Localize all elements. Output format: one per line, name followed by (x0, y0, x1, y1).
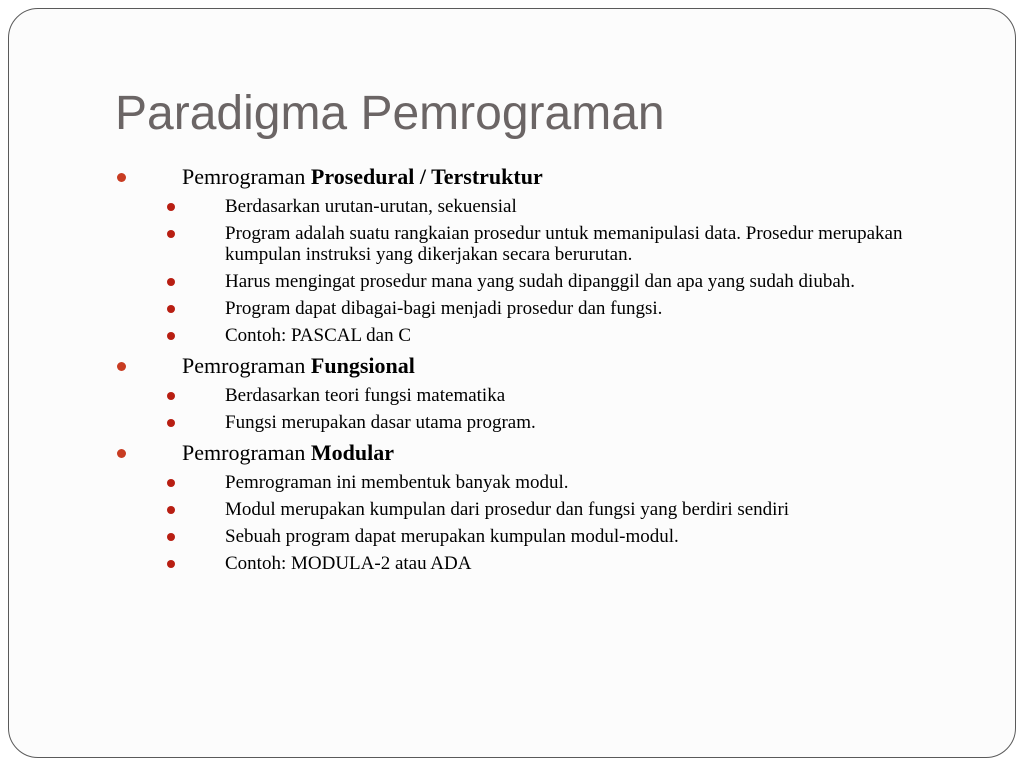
list-item-text: Contoh: MODULA-2 atau ADA (225, 553, 472, 574)
bullet-icon (167, 332, 175, 340)
section-heading-prosedural (9, 164, 1016, 190)
slide-content (9, 164, 1016, 574)
bullet-icon (167, 560, 175, 568)
bullet-icon (167, 305, 175, 313)
slide (8, 8, 1016, 758)
slide-title: Paradigma Pemrograman (115, 87, 665, 140)
section-emphasis: Prosedural / Terstruktur (310, 164, 543, 189)
list-item (9, 412, 1016, 433)
list-item (9, 553, 1016, 574)
list-item (9, 298, 1016, 319)
bullet-icon (167, 533, 175, 541)
list-item (9, 196, 1016, 217)
list-item (9, 499, 1016, 520)
bullet-icon (167, 278, 175, 286)
section-emphasis: Fungsional (310, 353, 415, 378)
list-item (9, 472, 1016, 493)
list-item (9, 325, 1016, 346)
list-item-text: Fungsi merupakan dasar utama program. (225, 412, 536, 433)
list-item (9, 223, 1016, 265)
list-item-text: Sebuah program dapat merupakan kumpulan modul-modul. (225, 526, 679, 547)
list-item-text: Contoh: PASCAL dan C (225, 325, 411, 346)
bullet-icon (167, 419, 175, 427)
list-item (9, 526, 1016, 547)
bullet-icon (167, 479, 175, 487)
list-item-text: Program adalah suatu rangkaian prosedur untuk memanipulasi data. Prosedur merupakan kumpulan instruksi yang dikerjakan secara berurutan. (225, 223, 903, 265)
bullet-icon (167, 203, 175, 211)
section-heading-modular (9, 440, 1016, 466)
list-item (9, 385, 1016, 406)
list-item-text: Berdasarkan teori fungsi matematika (225, 385, 506, 406)
bullet-icon (167, 230, 175, 238)
list-item-text: Berdasarkan urutan-urutan, sekuensial (225, 196, 517, 217)
bullet-icon (117, 362, 126, 371)
list-item-text: Harus mengingat prosedur mana yang sudah dipanggil dan apa yang sudah diubah. (225, 271, 856, 292)
section-prefix: Pemrograman (182, 164, 311, 189)
bullet-icon (117, 173, 126, 182)
section-heading-fungsional (9, 353, 1016, 379)
section-prefix: Pemrograman (182, 353, 311, 378)
list-item-text: Pemrograman ini membentuk banyak modul. (225, 472, 569, 493)
section-emphasis: Modular (310, 440, 395, 465)
list-item-text: Program dapat dibagai-bagi menjadi prosedur dan fungsi. (225, 298, 663, 319)
bullet-icon (167, 506, 175, 514)
bullet-icon (117, 449, 126, 458)
section-prefix: Pemrograman (182, 440, 311, 465)
list-item (9, 271, 1016, 292)
bullet-icon (167, 392, 175, 400)
list-item-text: Modul merupakan kumpulan dari prosedur dan fungsi yang berdiri sendiri (225, 499, 790, 520)
